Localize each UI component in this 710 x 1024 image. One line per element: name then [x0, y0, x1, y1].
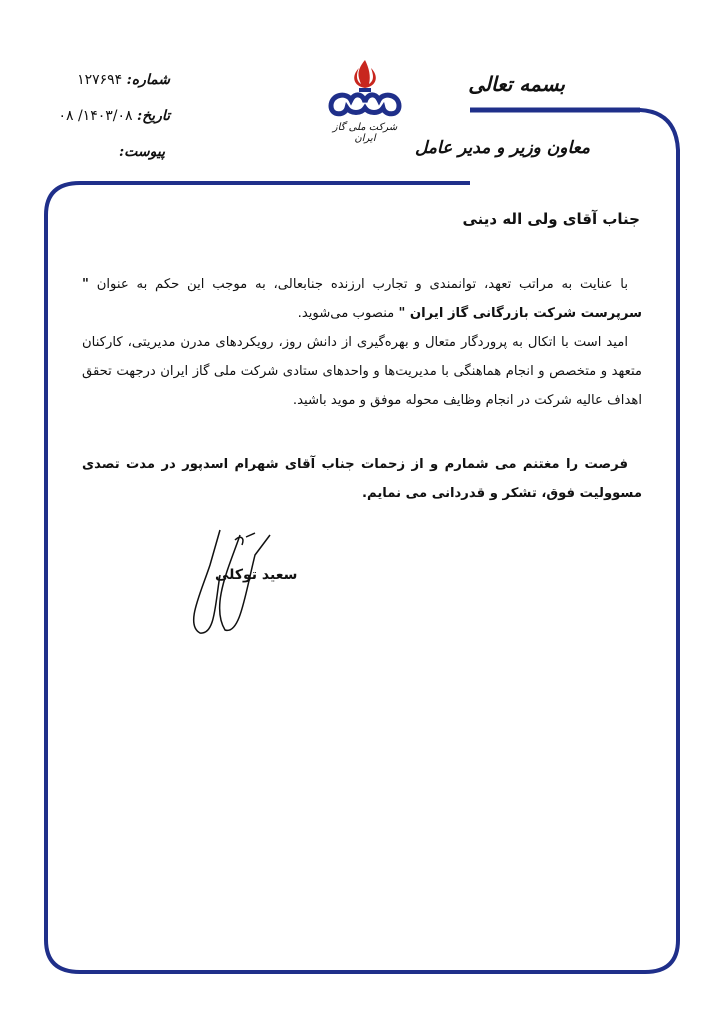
letter-number: [77, 72, 170, 88]
paragraph-2: امید است با اتکال به پروردگار متعال و بهره‌گیری از دانش روز، رویکردهای مدرن مدیریتی، کارکنان متعهد و متخصص و انجام هماهنگی با مدیریت‌ها و واحدهای ستادی شرکت ملی گاز ایران درجهت تحقق اهداف عالیه شرکت در انجام وظایف محوله موفق و موید باشید.: [82, 335, 642, 408]
letter-body: [82, 270, 642, 415]
number-label: شماره:: [126, 72, 170, 88]
appointment-title: " سرپرست شرکت بازرگانی گاز ایران ": [82, 277, 642, 321]
number-value: ۱۲۷۶۹۴: [77, 72, 123, 88]
bismillah: بسمه تعالی: [468, 72, 565, 96]
office-title: معاون وزیر و مدیر عامل: [414, 138, 590, 158]
logo-text: شرکت ملی گاز ایران: [332, 122, 398, 144]
date-label: تاریخ:: [136, 108, 170, 124]
date-value: ۱۴۰۳/۰۸/ ۰۸: [58, 108, 133, 124]
signer-name: سعید توکلی: [215, 567, 298, 583]
recipient: جناب آقای ولی اله دینی: [462, 210, 640, 228]
letter-date: [58, 108, 170, 124]
company-logo: [325, 58, 405, 143]
flame-logo-icon: [325, 58, 405, 118]
attachment-label: پیوست:: [119, 144, 165, 160]
paragraph-3: فرصت را مغتنم می شمارم و از زحمات جناب آقای شهرام اسدپور در مدت تصدی مسوولیت فوق، تشکر و قدردانی می نمایم.: [82, 457, 642, 501]
paragraph-1: با عنایت به مراتب تعهد، توانمندی و تجارب ارزنده جنابعالی، به موجب این حکم به عنوان " سرپرست شرکت بازرگانی گاز ایران " منصوب می‌شوید.: [82, 277, 642, 321]
